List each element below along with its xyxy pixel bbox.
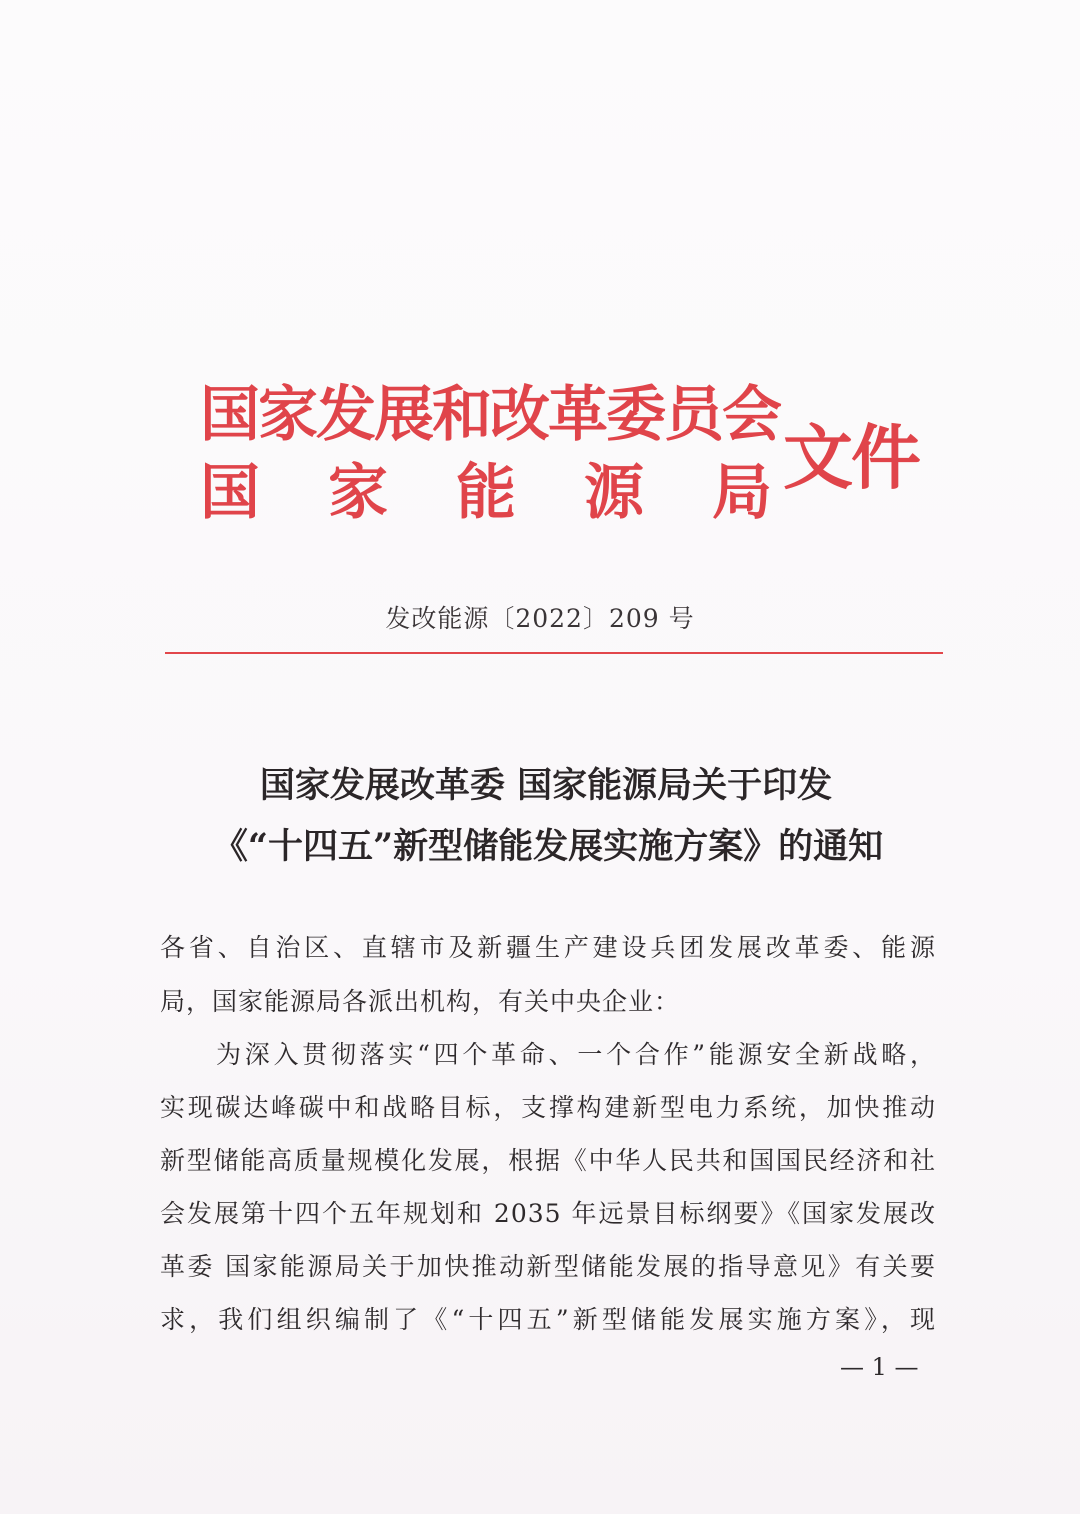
body-line-1: 各省、自治区、直辖市及新疆生产建设兵团发展改革委、能源: [160, 933, 936, 962]
red-separator-line: [165, 652, 943, 654]
document-title-line-2: 《“十四五”新型储能发展实施方案》的通知: [212, 826, 884, 867]
body-line-8: 求，我们组织编制了《“十四五”新型储能发展实施方案》，现: [160, 1305, 936, 1334]
body-line-2: 局，国家能源局各派出机构，有关中央企业：: [160, 987, 681, 1016]
red-header: [200, 380, 920, 535]
body-line-4: 实现碳达峰碳中和战略目标，支撑构建新型电力系统，加快推动: [160, 1093, 936, 1122]
header-doc-type: 文件: [783, 416, 919, 499]
body-line-7: 革委 国家能源局关于加快推动新型储能发展的指导意见》有关要: [160, 1252, 936, 1281]
header-org-nea: 国家能源局: [200, 458, 840, 528]
body-line-3: 为深入贯彻落实“四个革命、一个合作”能源安全新战略，: [216, 1040, 936, 1069]
document-number: 发改能源〔2022〕209 号: [385, 604, 695, 633]
body-line-5: 新型储能高质量规模化发展，根据《中华人民共和国国民经济和社: [160, 1146, 936, 1175]
header-org-ndrc: 国家发展和改革委员会: [200, 380, 780, 450]
document-title-line-1: 国家发展改革委 国家能源局关于印发: [259, 765, 833, 806]
page-number: — 1 —: [840, 1353, 919, 1381]
body-line-6: 会发展第十四个五年规划和 2035 年远景目标纲要》《国家发展改: [160, 1199, 936, 1228]
